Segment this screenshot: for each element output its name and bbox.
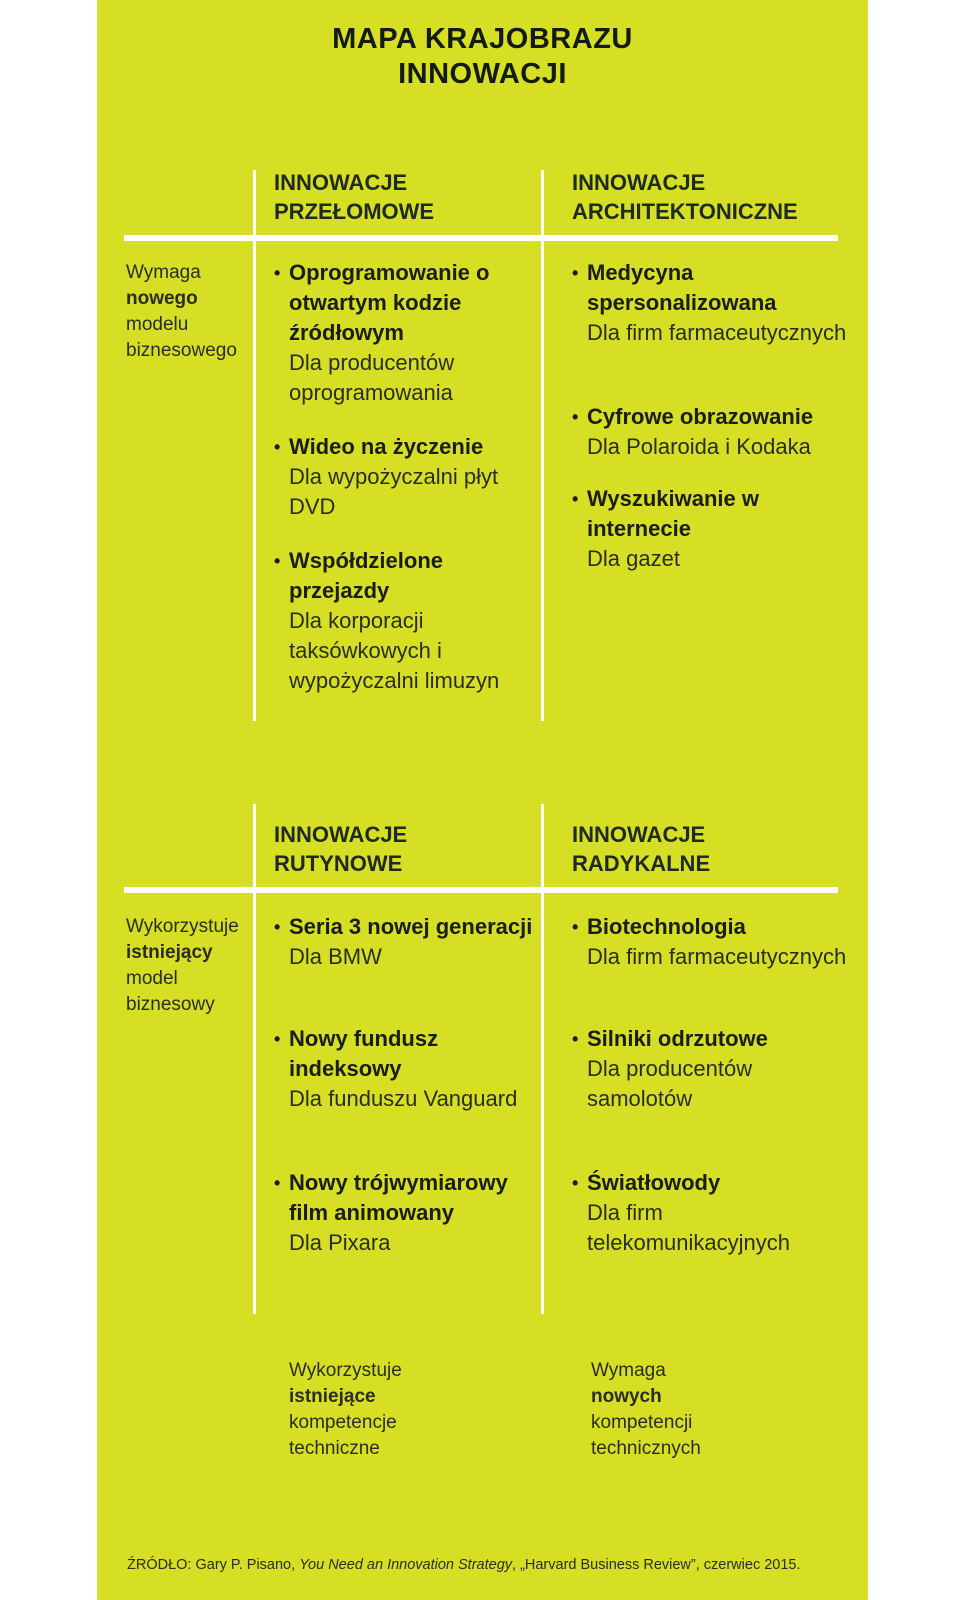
divider-horizontal-top <box>124 235 838 241</box>
list-item: • Seria 3 nowej generacji Dla BMW <box>289 912 549 972</box>
list-item: • Nowy trójwymiarowy film animowany Dla Pixara <box>289 1168 549 1258</box>
header-radykalne: INNOWACJE RADYKALNE <box>572 822 711 876</box>
page-title: MAPA KRAJOBRAZU INNOWACJI <box>332 23 633 90</box>
header-przelomowe: INNOWACJE PRZEŁOMOWE <box>274 170 435 224</box>
divider-vertical-bottom-left <box>253 804 256 1314</box>
list-item: • Oprogramowanie o otwartym kodzie źródłowym Dla producentów oprogramowania <box>289 258 549 408</box>
divider-vertical-top-left <box>253 170 256 721</box>
row-label-bottom: Wykorzystuje istniejący model biznesowy <box>126 916 239 1015</box>
list-item: • Cyfrowe obrazowanie Dla Polaroida i Kodaka <box>587 402 862 462</box>
divider-horizontal-bottom <box>124 887 838 893</box>
list-item: • Wyszukiwanie w internecie Dla gazet <box>587 484 847 574</box>
list-item: • Silniki odrzutowe Dla producentów samolotów <box>587 1024 847 1114</box>
row-label-top: Wymaga nowego modelu biznesowego <box>126 262 237 361</box>
list-item: • Medycyna spersonalizowana Dla firm farmaceutycznych <box>587 258 847 348</box>
axis-label-right: Wymaga nowych kompetencji technicznych <box>591 1360 701 1459</box>
header-architektoniczne: INNOWACJE ARCHITEKTONICZNE <box>572 170 798 224</box>
list-item: • Wideo na życzenie Dla wypożyczalni płyt DVD <box>289 432 549 522</box>
header-rutynowe: INNOWACJE RUTYNOWE <box>274 822 408 876</box>
list-item: • Nowy fundusz indeksowy Dla funduszu Vanguard <box>289 1024 549 1114</box>
list-item: • Światłowody Dla firm telekomunikacyjnych <box>587 1168 862 1258</box>
list-item: • Biotechnologia Dla firm farmaceutycznych <box>587 912 847 972</box>
list-item: • Współdzielone przejazdy Dla korporacji taksówkowych i wypożyczalni limuzyn <box>289 546 549 696</box>
axis-label-left: Wykorzystuje istniejące kompetencje techniczne <box>289 1360 402 1459</box>
source-note: ŹRÓDŁO: Gary P. Pisano, You Need an Innovation Strategy, „Harvard Business Review”, czerwiec 2015. <box>127 1557 801 1573</box>
